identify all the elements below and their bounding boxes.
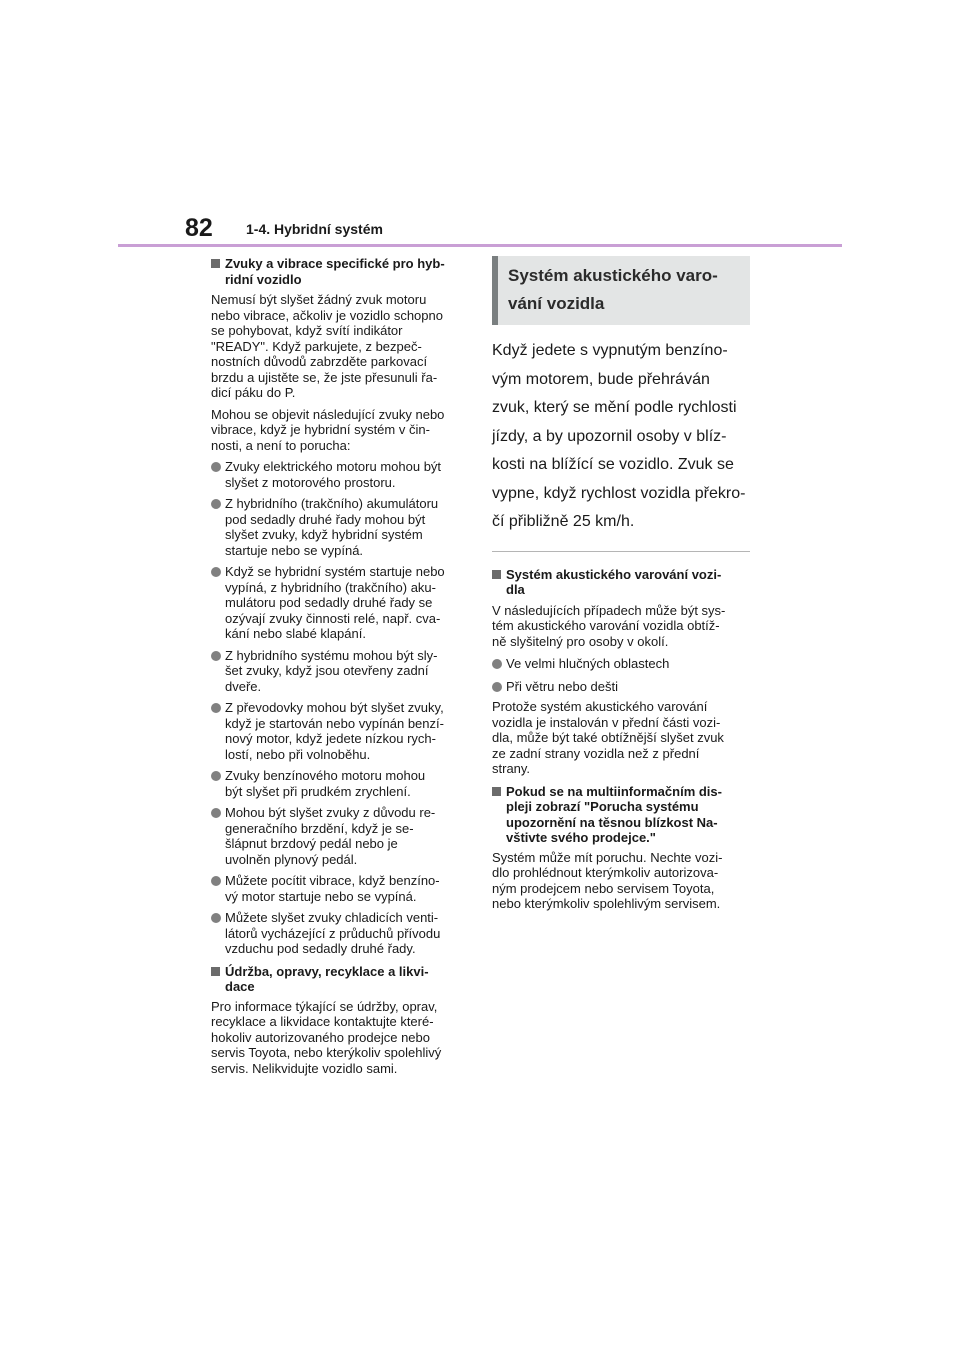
bullet-icon [211, 808, 221, 818]
list-item: Z hybridního (trakčního) akumulátoru pod sedadly druhé řady mohou být slyšet zvuky, když hybridní systém startuje nebo se vypíná. [211, 496, 471, 558]
list-item: Zvuky benzínového motoru mohou být slyšet při prudkém zrychlení. [211, 768, 471, 799]
paragraph: Pro informace týkající se údržby, oprav, recyklace a likvidace kontaktujte které- hokoliv autorizovaného prodejce nebo servis Toyota, nebo kterýkoliv spolehlivý servis. Nelikvidujte vozidlo sami. [211, 998, 442, 1076]
subsection-heading [492, 784, 750, 846]
bullet-icon [211, 567, 221, 577]
section-heading: Systém akustického varo- vání vozidla [508, 266, 718, 313]
bullet-icon [492, 682, 502, 692]
intro-paragraph: Když jedete s vypnutým benzíno- vým motorem, bude přehráván zvuk, který se mění podle rychlosti jízdy, a by upozornil osoby v blíz- kosti na blížící se vozidlo. Zvuk se vypne, když rychlost vozidla překro- čí přibližně 25 km/h. [492, 342, 746, 530]
paragraph: Mohou se objevit následující zvuky nebo vibrace, když je hybridní systém v čin- nosti, a není to porucha: [211, 406, 445, 453]
subsection-heading [211, 964, 471, 995]
list-item: Ve velmi hlučných oblastech [492, 656, 750, 672]
heading-text: Údržba, opravy, recyklace a likvi- dace [225, 963, 429, 994]
header-divider [118, 244, 842, 247]
heading-text: Systém akustického varování vozi- dla [506, 566, 722, 597]
square-bullet-icon [211, 259, 220, 268]
heading-text: Zvuky a vibrace specifické pro hyb- ridní vozidlo [225, 256, 445, 287]
bullet-icon [211, 462, 221, 472]
bullet-icon [211, 703, 221, 713]
bullet-icon [211, 651, 221, 661]
square-bullet-icon [211, 967, 220, 976]
bullet-icon [211, 876, 221, 886]
heading-text: Pokud se na multiinformačním dis- pleji zobrazí "Porucha systému upozornění na těsnou blízkost Na- vštivte svého prodejce." [506, 783, 722, 845]
subsection-heading [492, 567, 750, 598]
square-bullet-icon [492, 570, 501, 579]
list-item: Můžete slyšet zvuky chladicích venti- látorů vycházející z průduchů přívodu vzduchu pod sedadly druhé řady. [211, 910, 471, 957]
list-item: Zvuky elektrického motoru mohou být slyšet z motorového prostoru. [211, 459, 471, 490]
right-column [492, 256, 750, 912]
list-item: Z převodovky mohou být slyšet zvuky, když je startován nebo vypínán benzí- nový motor, když jedete nízkou rych- lostí, nebo při volnoběhu. [211, 700, 471, 762]
section-title: 1-4. Hybridní systém [246, 221, 383, 237]
bullet-icon [211, 771, 221, 781]
list-item: Při větru nebo dešti [492, 679, 750, 695]
bullet-icon [492, 659, 502, 669]
left-column [211, 256, 471, 1076]
paragraph: Protože systém akustického varování vozidla je instalován v přední části vozi- dla, může být také obtížnější slyšet zvuk ze zadní strany vozidla než z přední strany. [492, 699, 724, 776]
list-item: Mohou být slyšet zvuky z důvodu re- generačního brzdění, když je se- šlápnut brzdový pedál nebo je uvolněn plynový pedál. [211, 805, 471, 867]
divider [492, 551, 750, 552]
list-item: Když se hybridní systém startuje nebo vypíná, z hybridního (trakčního) aku- mulátoru pod sedadly druhé řady se ozývají zvuky činnosti relé, např. cva- kání nebo slabé klapání. [211, 564, 471, 642]
subsection-heading [211, 256, 471, 287]
bullet-icon [211, 499, 221, 509]
paragraph: Systém může mít poruchu. Nechte vozi- dlo prohlédnout kterýmkoliv autorizova- ným prodejcem nebo servisem Toyota, nebo kterýmkoliv spolehlivým servisem. [492, 849, 723, 911]
list-item: Můžete pocítit vibrace, když benzíno- vý motor startuje nebo se vypíná. [211, 873, 471, 904]
paragraph: V následujících případech může být sys- tém akustického varování vozidla obtíž- ně slyšitelný pro osoby v okolí. [492, 602, 726, 649]
section-heading-box [492, 256, 750, 325]
paragraph: Nemusí být slyšet žádný zvuk motoru nebo vibrace, ačkoliv je vozidlo schopno se pohybovat, když svítí indikátor "READY". Když parkujete, z bezpeč- nostních důvodů zabrzděte parkovací brzdu a ujistěte se, že jste přesunuli řa- dicí páku do P. [211, 292, 443, 400]
list-item: Z hybridního systému mohou být sly- šet zvuky, když jsou otevřeny zadní dveře. [211, 648, 471, 695]
bullet-icon [211, 913, 221, 923]
square-bullet-icon [492, 787, 501, 796]
page-number: 82 [185, 214, 213, 242]
